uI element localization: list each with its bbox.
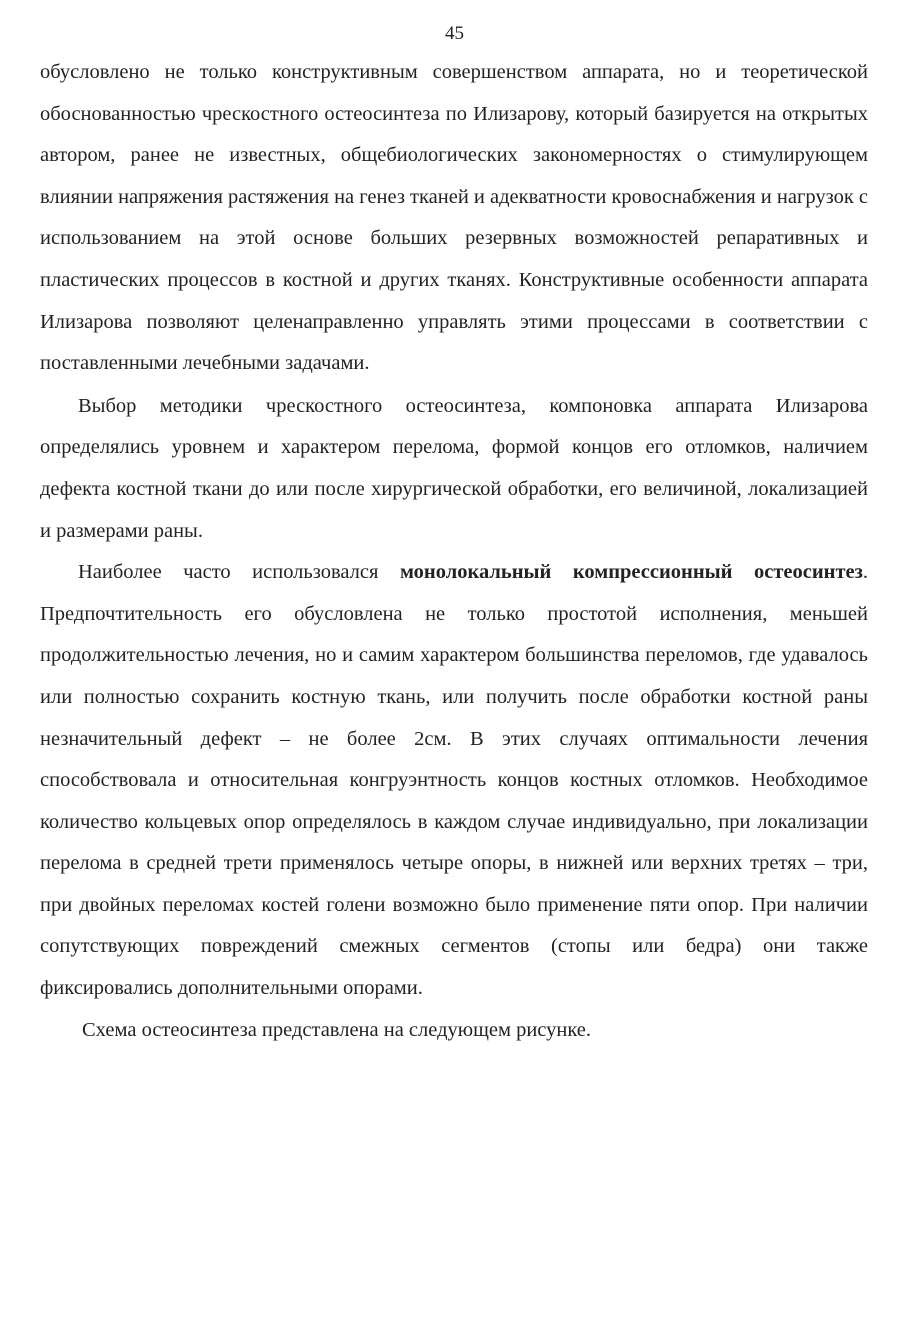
paragraph-monolocal [40,552,868,1010]
paragraph-method-choice: Выбор методики чрескостного остеосинтеза, компоновка аппарата Илизарова определялись уровнем и характером перелома, формой концов его отломков, наличием дефекта костной ткани до или после хирургической обработки, его величиной, локализацией и размерами раны. [40,394,868,542]
paragraph-monolocal-lead: Наиболее часто использовался [78,561,400,584]
paragraph-monolocal-rest: . Предпочтительность его обусловлена не только простотой исполнения, меньшей продолжительностью лечения, но и самим характером большинства переломов, где удавалось или полностью сохранить костную ткань, или получить после обработки костной раны незначительный дефект – не более 2см. В этих случаях оптимальности лечения способствовала и относительная конгруэнтность концов костных отломков. Необходимое количество кольцевых опор определялось в каждом случае индивидуально, при локализации перелома в средней трети применялось четыре опоры, в нижней или верхних третях – три, при двойных переломах костей голени возможно было применение пяти опор. При наличии сопутствующих повреждений смежных сегментов (стопы или бедра) они также фиксировались дополнительными опорами. [40,561,868,1000]
paragraph-continuation: обусловлено не только конструктивным совершенством аппарата, но и теоретической обоснованностью чрескостного остеосинтеза по Илизарову, который базируется на открытых автором, ранее не известных, общебиологических закономерностях о стимулирующем влиянии напряжения растяжения на генез тканей и адекватности кровоснабжения и нагрузок с использованием на этой основе больших резервных возможностей репаративных и пластических процессов в костной и других тканях. Конструктивные особенности аппарата Илизарова позволяют целенаправленно управлять этими процессами в соответствии с поставленными лечебными задачами. [40,61,868,375]
page-number: 45 [445,23,464,44]
body-text [40,52,868,1051]
figure-reference: Схема остеосинтеза представлена на следующем рисунке. [82,1018,592,1041]
bold-term: монолокальный компрессионный остеосинтез [399,561,863,584]
